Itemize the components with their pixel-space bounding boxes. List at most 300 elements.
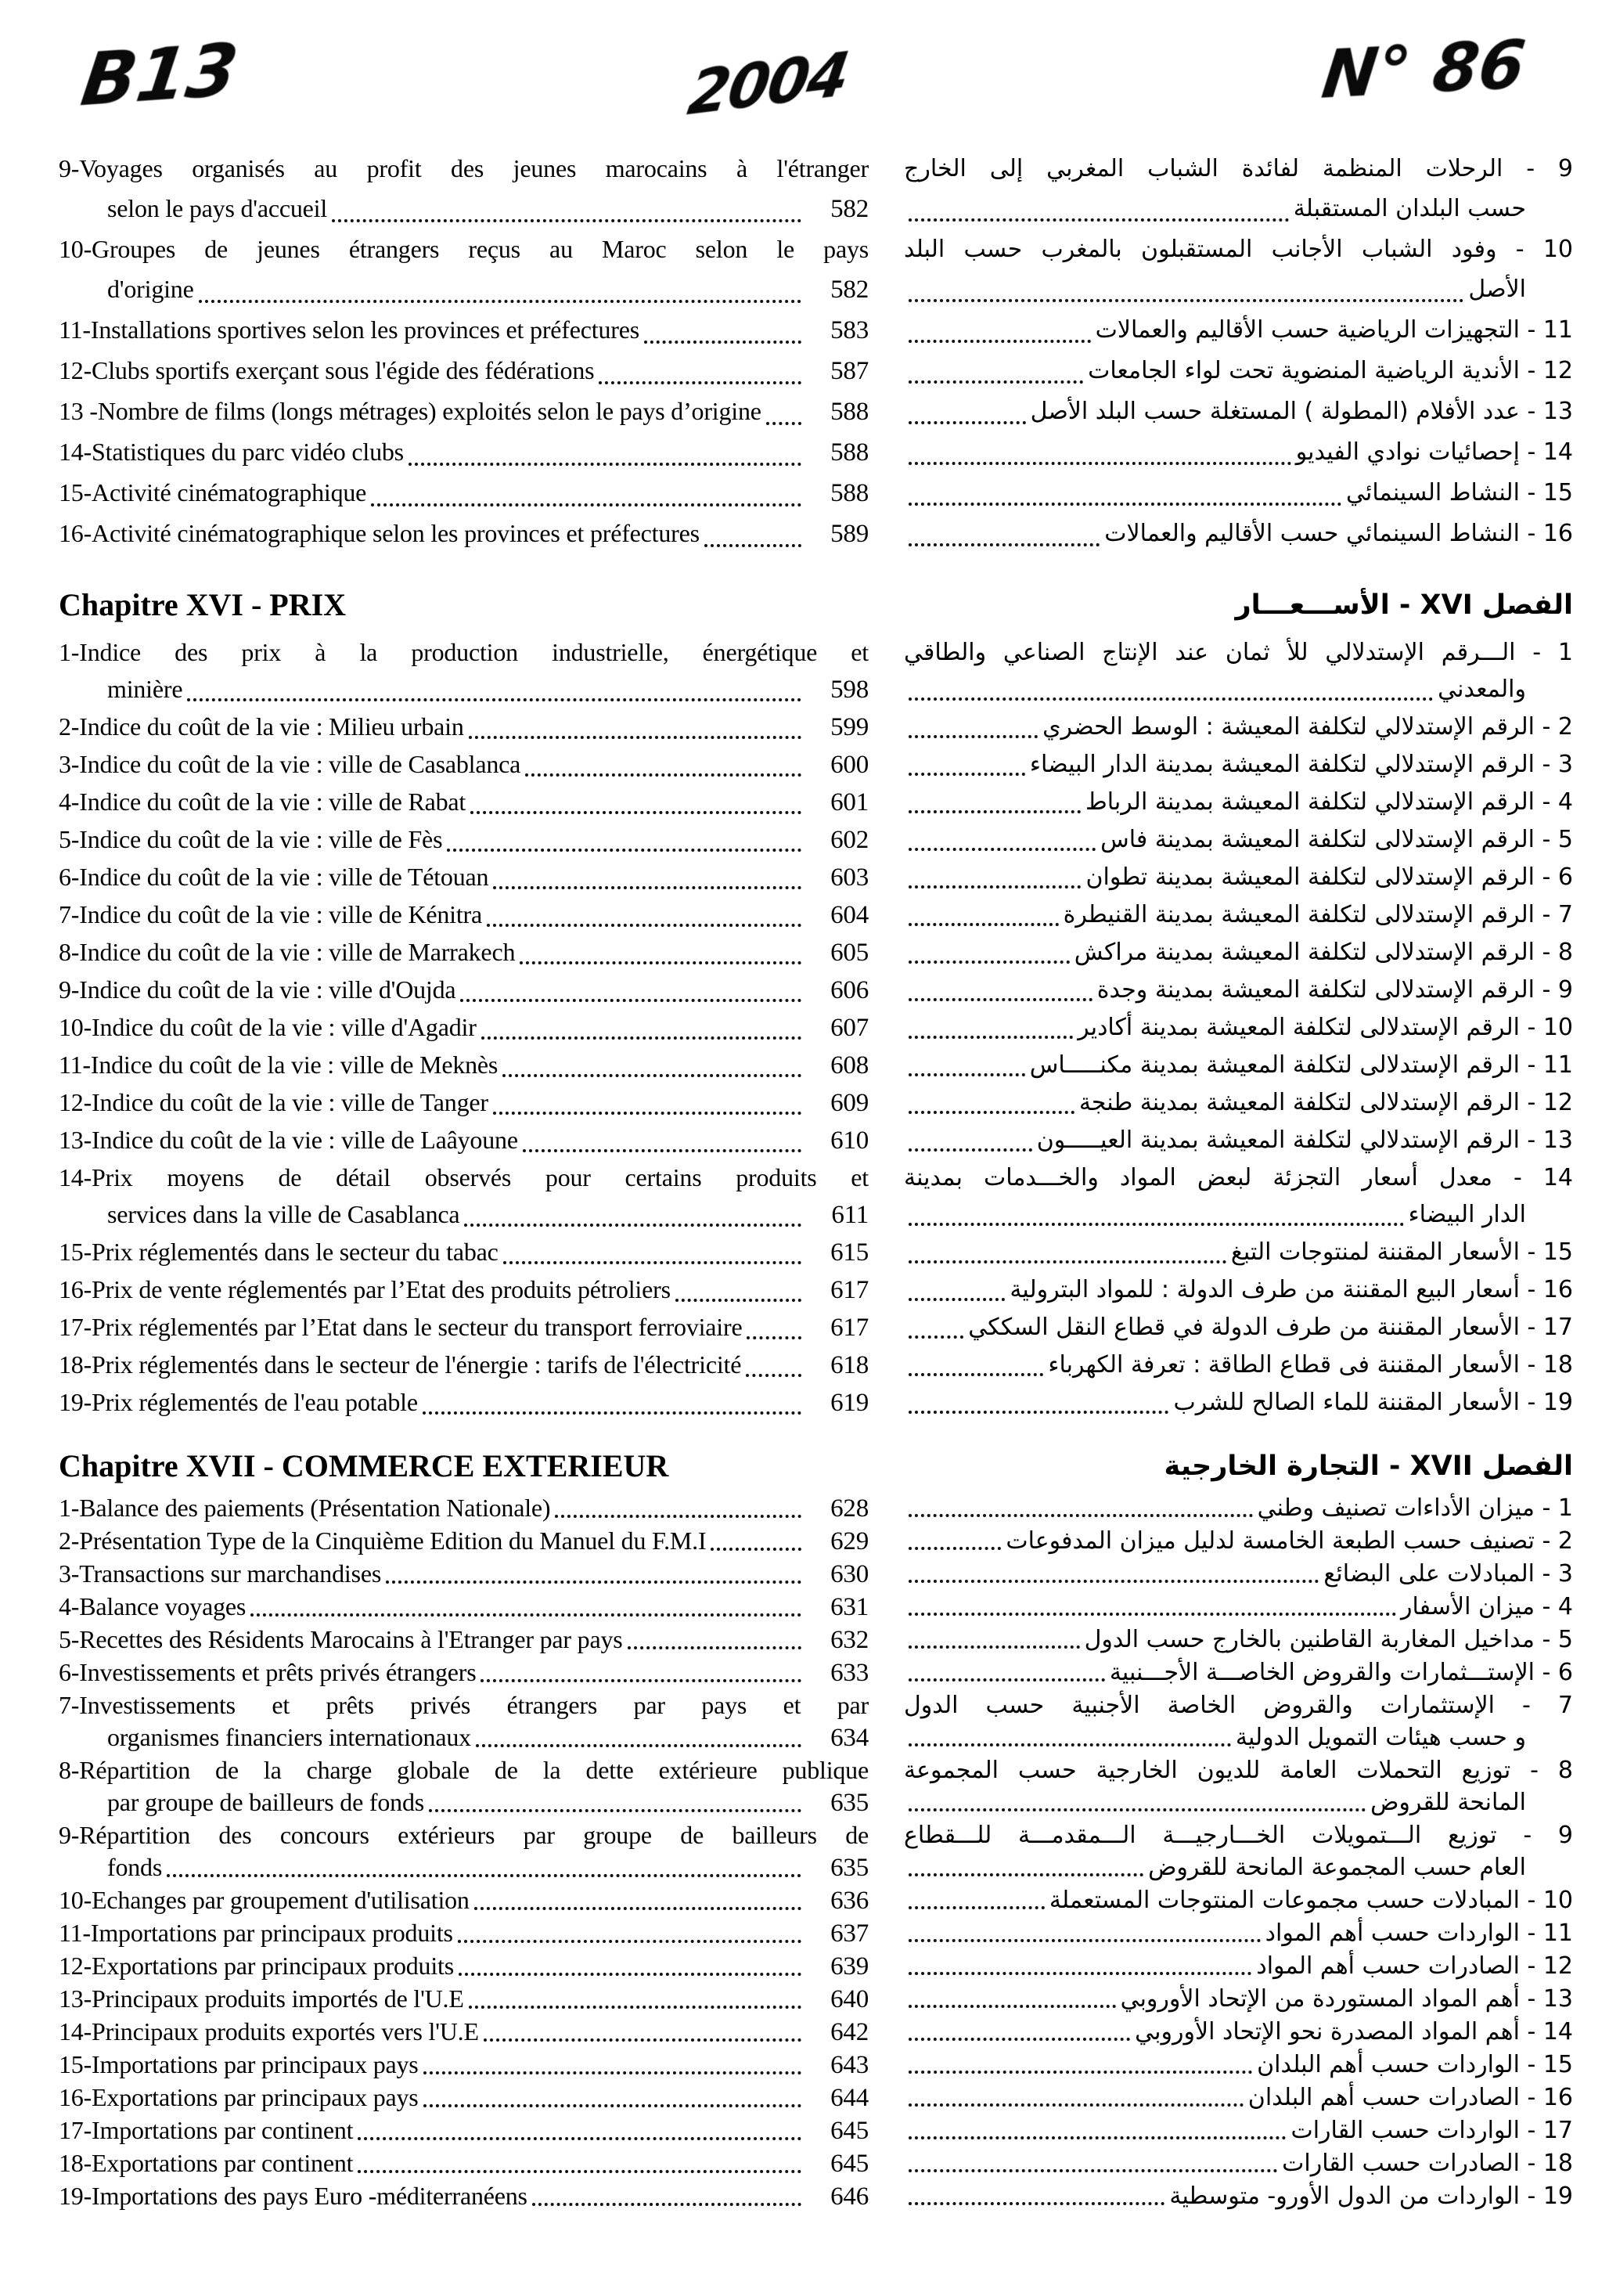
entry-line <box>904 1851 1573 1883</box>
toc-entry-row <box>59 1591 1573 1624</box>
toc-entry-row <box>59 746 1573 784</box>
entry-line <box>904 229 1573 269</box>
toc-entry-row <box>59 1159 1573 1234</box>
dot-leader <box>909 299 1463 302</box>
entry-arabic <box>904 1384 1573 1421</box>
entry-text-arabic: 15 - الأسعار المقننة لمنتوجات التبغ <box>1230 1238 1573 1266</box>
entry-text-arabic: 7 - الرقم الإستدلالى لتكلفة المعيشة بمدينة القنيطرة <box>1063 901 1573 928</box>
toc-entry-row <box>59 310 1573 351</box>
entry-line <box>904 1271 1573 1308</box>
entry-text-french: 2-Indice du coût de la vie : Milieu urbain <box>59 712 464 741</box>
entry-line <box>904 1309 1573 1346</box>
entry-line <box>59 746 869 784</box>
entry-text-arabic: 9 - الرقم الإستدلالى لتكلفة المعيشة بمدينة وجدة <box>1096 976 1573 1004</box>
dot-leader <box>675 1299 801 1302</box>
entry-text-french: 15-Activité cinématographique <box>59 478 367 506</box>
toc-section <box>59 149 1573 554</box>
entry-text-french: par groupe de bailleurs de fonds <box>107 1788 425 1816</box>
dot-leader <box>909 462 1291 465</box>
entry-arabic <box>904 229 1573 309</box>
entry-line <box>59 1591 869 1624</box>
entry-text-arabic: 9 - الرحلات المنظمة لفائدة الشباب المغربي إلى الخارج <box>904 155 1573 182</box>
entry-text-arabic: 2 - تصنيف حسب الطبعة الخامسة لدليل ميزان المدفوعات <box>1006 1527 1573 1555</box>
page-number: 633 <box>830 1659 869 1687</box>
entry-line <box>904 2147 1573 2179</box>
entry-arabic <box>904 1591 1573 1623</box>
toc-entry-row <box>59 1346 1573 1384</box>
entry-line <box>904 1819 1573 1851</box>
entry-french <box>59 1591 869 1624</box>
toc-entry-row <box>59 473 1573 514</box>
dot-leader <box>746 1374 801 1377</box>
dot-leader <box>644 341 801 344</box>
dot-leader <box>909 1743 1231 1746</box>
entry-text-french: 11-Installations sportives selon les provinces et préfectures <box>59 315 639 344</box>
entry-french <box>59 149 869 229</box>
entry-text-french: fonds <box>107 1853 163 1881</box>
entry-line <box>59 1558 869 1591</box>
entry-text-french: 3-Transactions sur marchandises <box>59 1559 382 1588</box>
entry-text-french: 14-Principaux produits exportés vers l'U.E <box>59 2017 479 2045</box>
entry-arabic <box>904 1689 1573 1754</box>
entry-french <box>59 1917 869 1950</box>
entry-text-french: 13 -Nombre de films (longs métrages) exploités selon le pays d’origine <box>59 397 761 425</box>
page-number: 588 <box>830 438 869 467</box>
entry-text-arabic: 12 - الأندية الرياضية المنضوية تحت لواء الجامعات <box>1088 357 1573 384</box>
entry-line <box>904 1624 1573 1656</box>
entry-arabic <box>904 1309 1573 1346</box>
entry-text-french: 17-Prix réglementés par l’Etat dans le secteur du transport ferroviaire <box>59 1313 743 1341</box>
page-number: 598 <box>830 676 869 704</box>
page-number: 599 <box>830 713 869 741</box>
handwritten-annotations <box>0 0 1609 145</box>
chapter-heading-arabic: الفصل XVII - التجارة الخارجية <box>1164 1451 1573 1482</box>
dot-leader <box>909 1678 1105 1681</box>
chapter-heading-arabic: الفصل XVI - الأســـعـــار <box>1235 589 1573 621</box>
page-number: 615 <box>830 1238 869 1267</box>
dot-leader <box>502 1074 801 1077</box>
entry-arabic <box>904 1492 1573 1524</box>
entry-french <box>59 1950 869 1983</box>
toc-entry-row <box>59 2016 1573 2049</box>
entry-french <box>59 1558 869 1591</box>
dot-leader <box>469 736 801 739</box>
dot-leader <box>909 923 1059 926</box>
entry-line <box>59 1884 869 1917</box>
entry-french <box>59 1689 869 1754</box>
entry-text-french: 12-Indice du coût de la vie : ville de Tanger <box>59 1088 488 1116</box>
entry-line <box>904 2114 1573 2146</box>
entry-text-arabic: حسب البلدان المستقبلة <box>1293 195 1526 222</box>
page-number: 619 <box>830 1389 869 1417</box>
dot-leader <box>909 2038 1130 2041</box>
entry-arabic <box>904 1234 1573 1271</box>
entry-text-french: 4-Balance voyages <box>59 1592 247 1620</box>
entry-french <box>59 2114 869 2147</box>
entry-french <box>59 473 869 514</box>
entry-line <box>59 229 869 269</box>
page-number: 639 <box>830 1952 869 1981</box>
entry-text-french: 3-Indice du coût de la vie : ville de Casablanca <box>59 750 521 778</box>
toc-entry-row <box>59 1950 1573 1983</box>
entry-line <box>59 189 869 229</box>
entry-line <box>904 473 1573 513</box>
entry-french <box>59 1084 869 1122</box>
entry-french <box>59 1884 869 1917</box>
toc-entry-row <box>59 149 1573 229</box>
entry-text-arabic: المانحة للقروض <box>1370 1789 1526 1816</box>
dot-leader <box>909 1036 1073 1039</box>
entry-line <box>59 1084 869 1122</box>
chapter-heading-french: Chapitre XVI - PRIX <box>59 587 347 622</box>
entry-line <box>59 1159 869 1196</box>
entry-text-arabic: 18 - الأسعار المقننة فى قطاع الطاقة : تعرفة الكهرباء <box>1048 1351 1573 1379</box>
entry-line <box>59 351 869 391</box>
entry-french <box>59 1656 869 1689</box>
entry-arabic <box>904 473 1573 513</box>
toc-entry-row <box>59 229 1573 310</box>
dot-leader <box>909 735 1038 738</box>
dot-leader <box>909 2169 1277 2172</box>
entry-text-arabic: 3 - المبادلات على البضائع <box>1323 1560 1573 1588</box>
dot-leader <box>711 1548 801 1551</box>
entry-text-french: 8-Répartition de la charge globale de la dette extérieure publique <box>59 1756 869 1784</box>
entry-arabic <box>904 2114 1573 2146</box>
entry-text-arabic: 11 - الواردات حسب أهم المواد <box>1265 1919 1573 1947</box>
entry-arabic <box>904 784 1573 820</box>
entry-text-french: minière <box>107 675 183 703</box>
entry-line <box>59 1917 869 1950</box>
dot-leader <box>909 1111 1074 1114</box>
entry-line <box>59 473 869 514</box>
toc-entry-row <box>59 2180 1573 2213</box>
dot-leader <box>909 885 1081 888</box>
entry-text-french: 9-Indice du coût de la vie : ville d'Oujda <box>59 975 456 1004</box>
toc-entry-row <box>59 1884 1573 1917</box>
page-number: 610 <box>830 1126 869 1155</box>
entry-arabic <box>904 2049 1573 2081</box>
entry-line <box>59 934 869 971</box>
toc-entry-row <box>59 1271 1573 1309</box>
dot-leader <box>187 698 801 701</box>
entry-line <box>904 896 1573 933</box>
dot-leader <box>909 1298 1005 1301</box>
dot-leader <box>909 1260 1226 1263</box>
entry-french <box>59 1492 869 1525</box>
entry-french <box>59 2049 869 2082</box>
entry-text-french: 16-Activité cinématographique selon les provinces et préfectures <box>59 519 700 547</box>
dot-leader <box>909 848 1096 851</box>
entry-text-arabic: 6 - الرقم الإستدلالى لتكلفة المعيشة بمدينة تطوان <box>1085 863 1573 891</box>
toc-entry-row <box>59 1384 1573 1422</box>
entry-line <box>904 1950 1573 1982</box>
entry-text-arabic: 4 - ميزان الأسفار <box>1401 1593 1573 1620</box>
entry-text-french: 15-Importations par principaux pays <box>59 2050 419 2078</box>
entry-text-french: 11-Importations par principaux produits <box>59 1919 453 1947</box>
entry-text-french: 7-Indice du coût de la vie : ville de Kénitra <box>59 900 483 928</box>
entry-line <box>904 149 1573 189</box>
entry-line <box>59 1271 869 1309</box>
entry-line <box>59 708 869 746</box>
toc-entry-row <box>59 2049 1573 2082</box>
dot-leader <box>386 1581 801 1584</box>
entry-text-french: 10-Echanges par groupement d'utilisation <box>59 1886 470 1914</box>
page-number: 635 <box>830 1789 869 1817</box>
dot-leader <box>628 1646 801 1649</box>
entry-french <box>59 1047 869 1084</box>
entry-line <box>59 1234 869 1271</box>
entry-text-french: 17-Importations par continent <box>59 2116 354 2144</box>
dot-leader <box>484 2038 801 2042</box>
table-of-contents <box>59 149 1573 2213</box>
entry-arabic <box>904 1819 1573 1883</box>
toc-entry-row <box>59 432 1573 473</box>
entry-line <box>904 708 1573 745</box>
entry-french <box>59 1234 869 1271</box>
entry-text-french: 11-Indice du coût de la vie : ville de Meknès <box>59 1051 499 1079</box>
page-number: 617 <box>830 1276 869 1304</box>
entry-line <box>904 1346 1573 1383</box>
entry-arabic <box>904 2082 1573 2114</box>
page-number: 645 <box>830 2117 869 2145</box>
entry-text-arabic: 2 - الرقم الإستدلالي لتكلفة المعيشة : الوسط الحضري <box>1042 713 1573 741</box>
entry-text-french: 8-Indice du coût de la vie : ville de Marrakech <box>59 938 516 966</box>
page-number: 605 <box>830 939 869 967</box>
entry-line <box>59 821 869 859</box>
entry-french <box>59 1384 869 1422</box>
dot-leader <box>704 544 801 547</box>
dot-leader <box>909 810 1081 813</box>
entry-text-arabic: 10 - الرقم الإستدلالى لتكلفة المعيشة بمدينة أكادير <box>1078 1014 1573 1041</box>
entry-french <box>59 896 869 934</box>
dot-leader <box>909 380 1083 384</box>
toc-entry-row <box>59 1754 1573 1819</box>
page-number: 636 <box>830 1887 869 1915</box>
entry-arabic <box>904 1346 1573 1383</box>
page-number: 603 <box>830 863 869 892</box>
entry-arabic <box>904 859 1573 896</box>
dot-leader <box>909 697 1433 701</box>
toc-section <box>59 584 1573 1422</box>
page-number: 642 <box>830 2018 869 2046</box>
entry-text-arabic: 19 - الأسعار المقننة للماء الصالح للشرب <box>1173 1389 1573 1416</box>
entry-line <box>904 1122 1573 1159</box>
toc-entry-row <box>59 1917 1573 1950</box>
entry-arabic <box>904 821 1573 858</box>
entry-text-arabic: و حسب هيئات التمويل الدولية <box>1235 1724 1526 1751</box>
dot-leader <box>464 1224 801 1227</box>
entry-line <box>904 1721 1573 1754</box>
entry-text-arabic: 11 - الرقم الإستدلالى لتكلفة المعيشة بمدينة مكنـــــاس <box>1029 1051 1573 1079</box>
entry-text-arabic: 14 - إحصائيات نوادي الفيديو <box>1295 438 1573 466</box>
entry-line <box>904 514 1573 553</box>
toc-entry-row <box>59 1492 1573 1525</box>
toc-entry-row <box>59 1525 1573 1558</box>
entry-text-french: 13-Principaux produits importés de l'U.E <box>59 1984 464 2013</box>
entry-line <box>904 1159 1573 1196</box>
entry-line <box>59 1721 869 1754</box>
page-number: 582 <box>830 195 869 223</box>
dot-leader <box>358 2170 801 2173</box>
toc-entry-row <box>59 391 1573 432</box>
dot-leader <box>409 463 801 466</box>
dot-leader <box>460 999 801 1002</box>
dot-leader <box>909 421 1026 424</box>
entry-line <box>59 1851 869 1884</box>
toc-entry-row <box>59 859 1573 896</box>
entry-french <box>59 2147 869 2180</box>
entry-text-arabic: 10 - المبادلات حسب مجموعات المنتوجات المستعملة <box>1049 1887 1573 1914</box>
entry-arabic <box>904 2016 1573 2048</box>
toc-entry-row <box>59 1558 1573 1591</box>
entry-text-french: selon le pays d'accueil <box>107 194 328 222</box>
entry-arabic <box>904 1271 1573 1308</box>
entry-line <box>59 859 869 896</box>
toc-entry-row <box>59 1084 1573 1122</box>
entry-line <box>59 971 869 1009</box>
dot-leader <box>167 1874 801 1877</box>
entry-french <box>59 634 869 708</box>
entry-arabic <box>904 1047 1573 1083</box>
toc-section <box>59 1445 1573 2213</box>
entry-line <box>904 1917 1573 1949</box>
entry-text-french: 16-Exportations par principaux pays <box>59 2083 419 2111</box>
entry-arabic <box>904 1009 1573 1046</box>
entry-text-french: 14-Statistiques du parc vidéo clubs <box>59 438 404 466</box>
entry-text-arabic: العام حسب المجموعة المانحة للقروض <box>1148 1854 1526 1881</box>
page-number: 588 <box>830 479 869 507</box>
entry-text-french: services dans la ville de Casablanca <box>107 1200 460 1228</box>
dot-leader <box>447 849 801 852</box>
page-number: 617 <box>830 1314 869 1342</box>
entry-french <box>59 2082 869 2114</box>
chapter-heading-row <box>59 584 1573 626</box>
page-number: 606 <box>830 976 869 1004</box>
dot-leader <box>199 300 801 303</box>
entry-french <box>59 1309 869 1346</box>
page-number: 645 <box>830 2150 869 2178</box>
entry-arabic <box>904 896 1573 933</box>
entry-french <box>59 1346 869 1384</box>
toc-entry-row <box>59 514 1573 554</box>
entry-line <box>904 821 1573 858</box>
dot-leader <box>532 2203 801 2206</box>
entry-arabic <box>904 634 1573 708</box>
dot-leader <box>481 1036 801 1040</box>
entry-french <box>59 1122 869 1159</box>
entry-line <box>904 1384 1573 1421</box>
dot-leader <box>909 2202 1164 2205</box>
toc-entry-row <box>59 971 1573 1009</box>
toc-entry-row <box>59 896 1573 934</box>
entry-text-french: 19-Importations des pays Euro -méditerranéens <box>59 2182 527 2210</box>
entry-french <box>59 1009 869 1047</box>
dot-leader <box>470 811 801 814</box>
page-number: 630 <box>830 1560 869 1588</box>
page-number: 632 <box>830 1626 869 1654</box>
toc-entry-row <box>59 1819 1573 1884</box>
page-number: 640 <box>830 1985 869 2013</box>
entry-french <box>59 1271 869 1309</box>
entry-line <box>904 1047 1573 1083</box>
entry-text-french: 9-Répartition des concours extérieurs par groupe de bailleurs de <box>59 1821 869 1849</box>
entry-line <box>59 1786 869 1819</box>
entry-text-arabic: 18 - الصادرات حسب القارات <box>1282 2150 1573 2177</box>
entry-line <box>59 1656 869 1689</box>
entry-french <box>59 1819 869 1884</box>
dot-leader <box>909 1411 1168 1414</box>
toc-entry-row <box>59 634 1573 708</box>
entry-line <box>904 2049 1573 2081</box>
dot-leader <box>523 1149 801 1152</box>
entry-text-french: 9-Voyages organisés au profit des jeunes marocains à l'étranger <box>59 154 869 182</box>
entry-french <box>59 1754 869 1819</box>
entry-line <box>59 671 869 708</box>
dot-leader <box>476 1744 801 1747</box>
entry-arabic <box>904 1950 1573 1982</box>
entry-french <box>59 514 869 554</box>
dot-leader <box>332 219 801 222</box>
dot-leader <box>747 1336 801 1339</box>
entry-text-arabic: 15 - النشاط السينمائي <box>1346 479 1573 506</box>
dot-leader <box>909 1580 1319 1583</box>
entry-text-arabic: 6 - الإستـــثمارات والقروض الخاصـــة الأجـــنبية <box>1109 1659 1573 1686</box>
entry-french <box>59 746 869 784</box>
entry-text-french: 16-Prix de vente réglementés par l’Etat des produits pétroliers <box>59 1275 671 1303</box>
entry-french <box>59 859 869 896</box>
entry-line <box>59 1689 869 1721</box>
entry-french <box>59 310 869 351</box>
page-number: 635 <box>830 1854 869 1882</box>
entry-line <box>59 784 869 821</box>
entry-arabic <box>904 351 1573 391</box>
dot-leader <box>909 1645 1080 1649</box>
entry-text-french: 10-Groupes de jeunes étrangers reçus au Maroc selon le pays <box>59 235 869 263</box>
entry-arabic <box>904 1558 1573 1590</box>
entry-line <box>59 269 869 310</box>
dot-leader <box>909 1335 963 1339</box>
entry-text-french: 12-Clubs sportifs exerçant sous l'égide des fédérations <box>59 356 595 384</box>
page-number: 582 <box>830 276 869 304</box>
entry-text-arabic: 13 - عدد الأفلام (المطولة ) المستغلة حسب البلد الأصل <box>1030 398 1573 425</box>
dot-leader <box>909 1906 1045 1909</box>
entry-text-french: 1-Indice des prix à la production industrielle, énergétique et <box>59 638 869 666</box>
dot-leader <box>909 1223 1404 1226</box>
dot-leader <box>909 1939 1261 1942</box>
entry-french <box>59 1983 869 2016</box>
entry-line <box>59 149 869 189</box>
dot-leader <box>766 422 801 425</box>
page-number: 604 <box>830 901 869 929</box>
entry-french <box>59 784 869 821</box>
entry-text-french: d'origine <box>107 275 194 303</box>
chapter-heading-row <box>59 1445 1573 1487</box>
entry-text-arabic: 9 - توزيع الـــتمويلات الخـــارجيـــة الـــمقدمـــة للـــقطاع <box>904 1822 1573 1849</box>
entry-text-french: 5-Recettes des Résidents Marocains à l'Etranger par pays <box>59 1625 623 1653</box>
page-number: 587 <box>830 357 869 385</box>
handwritten-mark-right: N° 86 <box>1318 25 1530 114</box>
entry-text-french: 19-Prix réglementés de l'eau potable <box>59 1388 418 1416</box>
dot-leader <box>423 1411 801 1415</box>
entry-text-arabic: 12 - الصادرات حسب أهم المواد <box>1256 1952 1573 1980</box>
entry-arabic <box>904 1656 1573 1689</box>
dot-leader <box>909 1613 1396 1616</box>
entry-line <box>904 1983 1573 2015</box>
entry-text-french: organismes financiers internationaux <box>107 1723 471 1751</box>
entry-line <box>904 1689 1573 1721</box>
dot-leader <box>909 998 1092 1001</box>
page-number: 601 <box>830 788 869 816</box>
